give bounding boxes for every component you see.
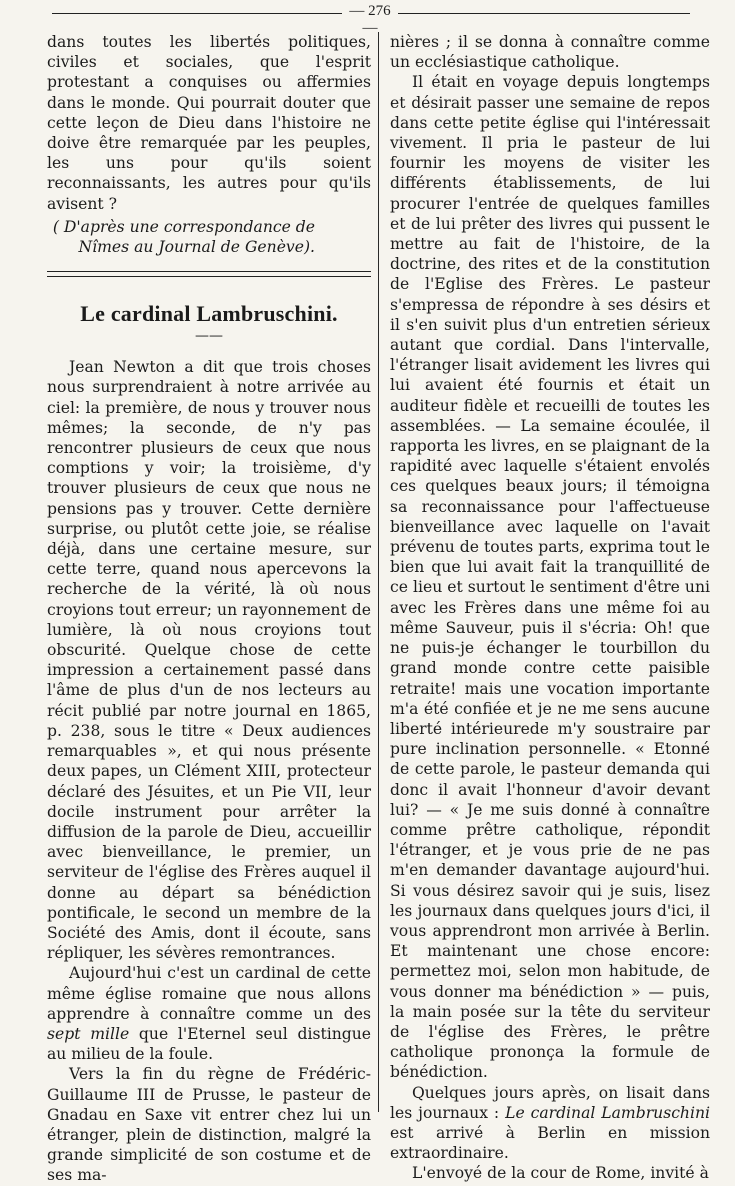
left-column	[47, 32, 371, 1186]
header-rule-right	[398, 13, 690, 14]
right-column	[390, 32, 710, 1184]
article-paragraph-2	[47, 963, 371, 1064]
paragraph-2-italic: sept mille	[47, 1024, 130, 1043]
right-paragraph-2-text-a: Quelques jours après, on lisait dans les journaux :	[390, 1083, 710, 1122]
page-header	[0, 0, 735, 36]
right-paragraph-3: L'envoyé de la cour de Rome, invité à	[412, 1164, 709, 1183]
article-paragraph-1: Jean Newton a dit que trois choses nous surprendraient à notre arrivée au ciel: la première, de nous y trouver nous mêmes; la seconde, de n'y pas rencontrer plusieurs de ceux que nous comptions y voir; la troisième, d'y trouver plusieurs de ceux que nous ne pensions pas y trouver. Cette dernière surprise, ou plutôt cette joie, se réalise déjà, dans une certaine mesure, sur cette terre, quand nous apercevons la recherche de la vérité, là où nous croyions tout erreur; un rayonnement de lumière, là où nous croyions tout obscurité. Quelque chose de cette impression a certainement passé dans l'âme de plus d'un de nos lecteurs au récit publié par notre journal en 1865, p. 238, sous le titre « Deux audiences remarquables », et qui nous présente deux papes, un Clément XIII, protecteur déclaré des Jésuites, et un Pie VII, leur docile instrument pour arrêter la diffusion de la parole de Dieu, accueillir avec bienveillance, le premier, un serviteur de l'église des Frères auquel il donne au départ sa bénédiction pontificale, le second un membre de la Société des Amis, dont il écoute, sans répliquer, les sévères remontrances.	[47, 358, 371, 963]
article-paragraph-3: Vers la fin du règne de Frédéric-Guillaume III de Prusse, le pasteur de Gnadau en Saxe vit entrer chez lui un étranger, plein de distinction, malgré la grande simplicité de son costume et de ses ma-	[47, 1065, 371, 1185]
article-title: Le cardinal Lambruschini.	[80, 301, 338, 327]
column-divider	[378, 32, 379, 1112]
continuation-paragraph: nières ; il se donna à connaître comme un ecclésiastique catholique.	[390, 33, 710, 72]
paragraph-2-text-b: que l'Eternel seul distingue au milieu de la foule.	[47, 1024, 371, 1064]
source-line: ( D'après une correspondance de Nîmes au Journal de Genève).	[52, 217, 315, 257]
page-number: — 276 —	[349, 3, 391, 36]
right-paragraph-2-italic: Le cardinal Lambruschini	[505, 1103, 710, 1122]
paragraph-2-text-a: Aujourd'hui c'est un cardinal de cette même église romaine que nous allons apprendre à connaître comme un des	[47, 964, 371, 1023]
section-double-rule	[47, 271, 371, 277]
right-paragraph-1: Il était en voyage depuis longtemps et désirait passer une semaine de repos dans cette petite église qui l'intéressait vivement. Il pria le pasteur de lui fournir les moyens de visiter les différents établissements, de lui procurer l'entrée de quelques familles et de lui prêter des livres qui pussent le mettre au fait de l'histoire, de la doctrine, des rites et de la constitution de l'Eglise des Frères. Le pasteur s'empressa de répondre à ses désirs et il s'en suivit plus d'un entretien sérieux autant que cordial. Dans l'intervalle, l'étranger lisait avidement les livres qui lui avaient été fournis et était un auditeur fidèle et recueilli de toutes les assemblées. — La semaine écoulée, il rapporta les livres, en se plaignant de la rapidité avec laquelle s'étaient envolés ces quelques beaux jours; il témoigna sa reconnaissance pour l'affectueuse bienveillance avec laquelle on l'avait prévenu de toutes parts, exprima tout le bien que lui avait fait la tranquillité de ce lieu et surtout le sentiment d'être uni avec les Frères dans une même foi au même Sauveur, puis il s'écria: Oh! que ne puis-je échanger le tourbillon du grand monde contre cette paisible retraite! mais une vocation importante m'a été confiée et je ne me sens aucune liberté intérieurede m'y soustraire par pure inclination personnelle. « Etonné de cette parole, le pasteur demanda qui donc il avait l'honneur d'avoir devant lui? — « Je me suis donné à connaître comme prêtre catholique, répondit l'étranger, et je vous prie de ne pas m'en demander davantage aujourd'hui. Si vous désirez savoir qui je suis, lisez les journaux dans quelques jours d'ici, il vous apprendront mon arrivée à Berlin. Et maintenant une chose encore: permettez moi, selon mon habitude, de vous donner ma bénédiction » — puis, la main posée sur la tête du serviteur de l'église des Frères, le prêtre catholique prononça la formule de bénédiction.	[390, 73, 710, 1082]
right-paragraph-2	[390, 1083, 710, 1164]
right-paragraph-2-text-b: est arrivé à Berlin en mission extraordinaire.	[390, 1123, 710, 1163]
intro-paragraph: dans toutes les libertés politiques, civiles et sociales, que l'esprit protestant a conquises ou affermies dans le monde. Qui pourrait douter que cette leçon de Dieu dans l'histoire ne doive être remarquée par les peuples, les uns pour qu'ils soient reconnaissants, les autres pour qu'ils avisent ?	[47, 33, 371, 213]
title-separator: ——	[195, 328, 223, 345]
header-rule-left	[52, 13, 342, 14]
